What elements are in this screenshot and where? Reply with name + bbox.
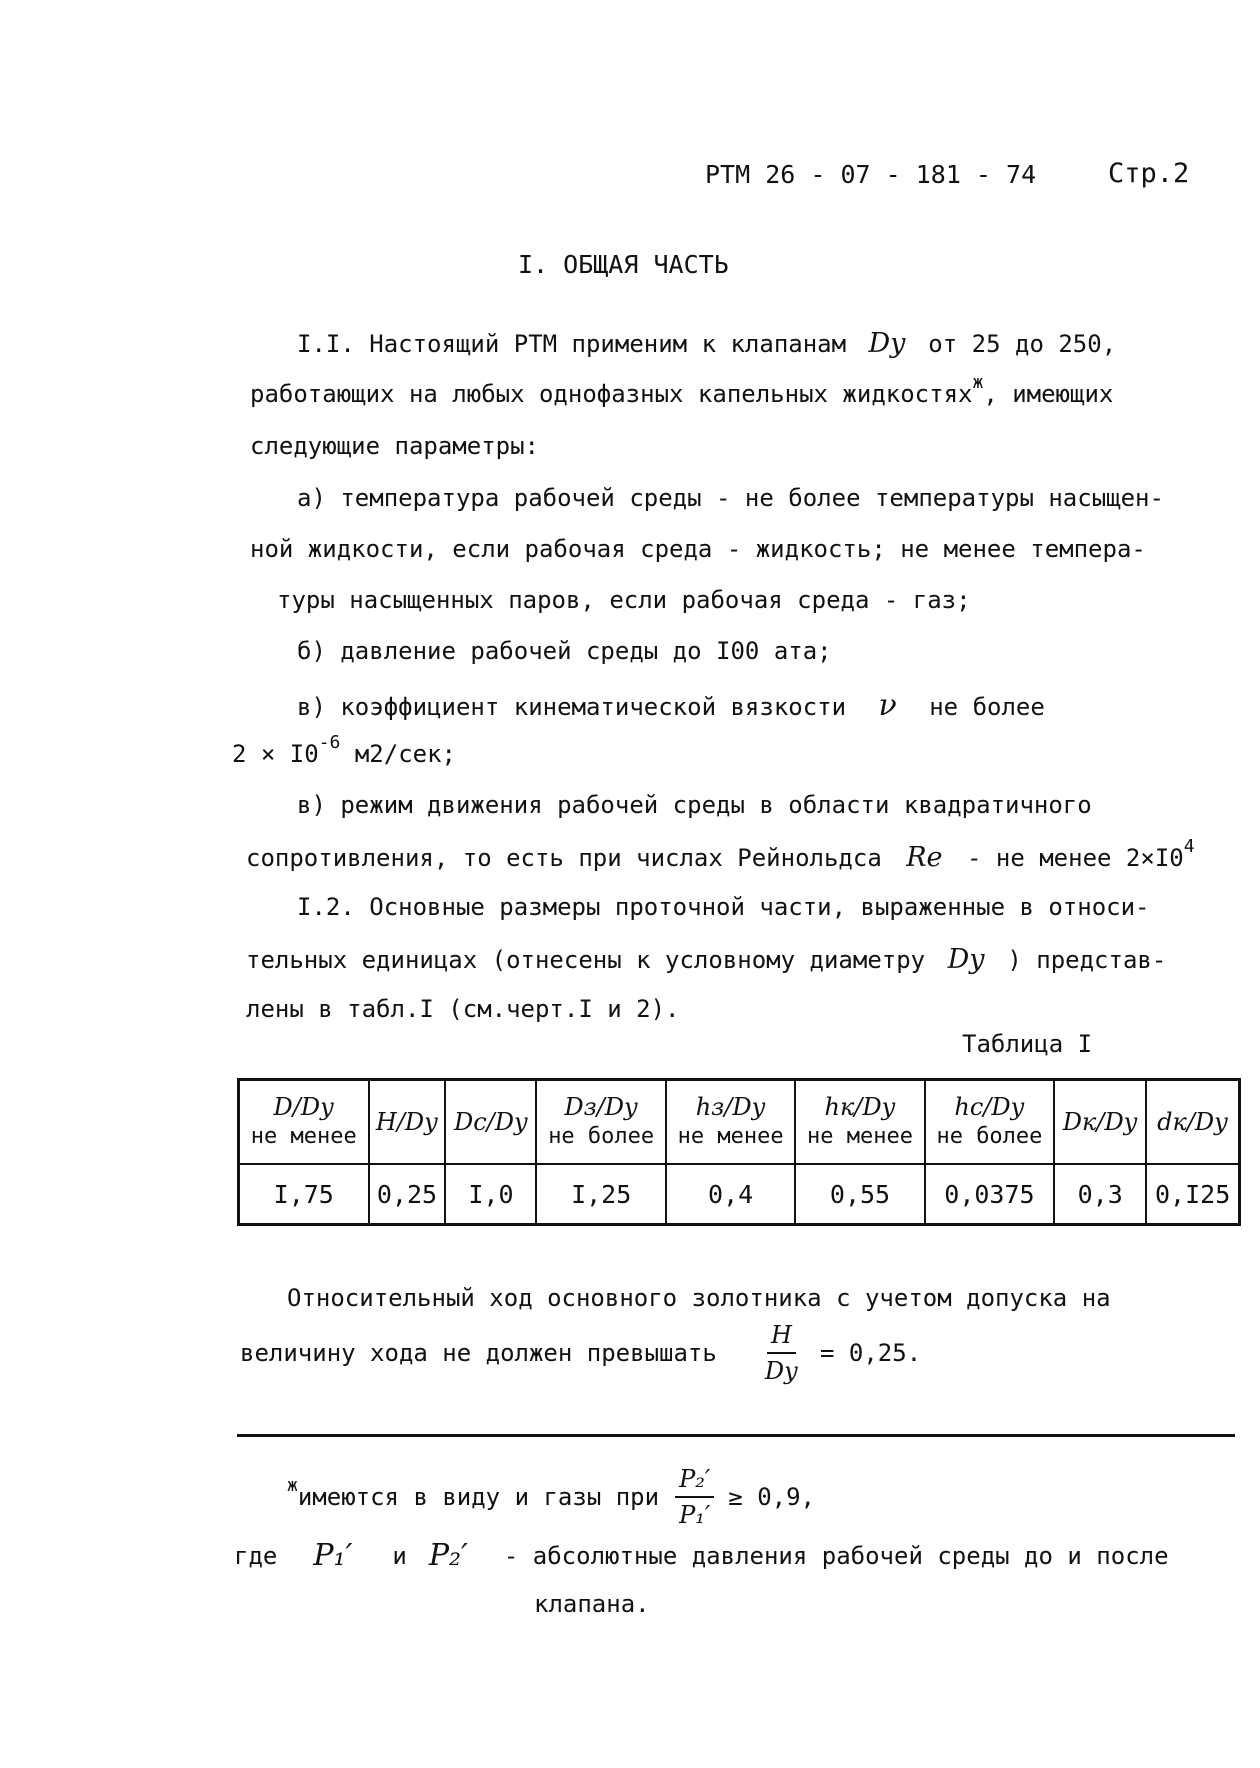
table-cell: I,25 [536, 1164, 665, 1225]
dy-symbol: Dу [947, 944, 985, 975]
table-caption: Таблица I [962, 1030, 1093, 1058]
paragraph-1-2-line-1: I.2. Основные размеры проточной части, выраженные в относи- [297, 893, 1150, 921]
footnote-line-3: клапана. [534, 1590, 650, 1618]
paragraph-1-1-line-1: I.I. Настоящий РТМ применим к клапанам Dу от 25 до 250, [297, 328, 1117, 359]
footnote-line-2: где P₁′ и P₂′ - абсолютные давления рабочей среды до и после [234, 1538, 1169, 1573]
p1-symbol: P₁′ [313, 1538, 353, 1573]
table-cell: 0,4 [666, 1164, 795, 1225]
table-row [239, 1164, 1240, 1225]
table-header-cell: hс/Dу не более [925, 1080, 1054, 1165]
table-cell: I,75 [239, 1164, 369, 1225]
re-symbol: Re [906, 842, 943, 873]
item-v-regime-line-1: в) режим движения рабочей среды в области квадратичного [297, 791, 1092, 819]
section-title: I. ОБЩАЯ ЧАСТЬ [518, 250, 729, 279]
paragraph-1-1-line-2: работающих на любых однофазных капельных жидкостях$^ж$, имеющих [250, 372, 1114, 408]
h-over-dy-fraction: $\frac{H}{Dу}$ [761, 1318, 802, 1388]
footnote-separator [237, 1434, 1235, 1437]
after-table-line-2: величину хода не должен превышать $\frac{H}{Dу}$ = 0,25. [240, 1318, 921, 1388]
nu-symbol: ν [878, 688, 897, 723]
table-cell: I,0 [445, 1164, 536, 1225]
item-a-line-1: а) температура рабочей среды - не более температуры насыщен- [297, 484, 1164, 512]
table-header-cell: D/Dу не менее [239, 1080, 369, 1165]
table-header-cell: Dс/Dу [445, 1080, 536, 1165]
footnote-marker: ж [287, 1474, 298, 1496]
item-v-viscosity-line-2: $2 \times I0^{-6}$ м2/сек; [232, 732, 456, 768]
item-a-line-2: ной жидкости, если рабочая среда - жидкость; не менее темпера- [250, 535, 1146, 563]
table-cell: 0,I25 [1146, 1164, 1239, 1225]
table-header-cell: Dз/Dу не более [536, 1080, 665, 1165]
dimensions-table [237, 1078, 1241, 1226]
item-a-line-3: туры насыщенных паров, если рабочая среда - газ; [277, 586, 971, 614]
table-cell: 0,25 [369, 1164, 446, 1225]
pressure-ratio-fraction: $\frac{\text{P₂′}}{\text{P₁′}}$ [675, 1462, 714, 1532]
table-header-cell: hк/Dу не менее [795, 1080, 924, 1165]
item-b: б) давление рабочей среды до I00 ата; [297, 637, 832, 665]
paragraph-1-2-line-2: тельных единицах (отнесены к условному диаметру Dу ) представ- [246, 944, 1167, 975]
table-cell: 0,55 [795, 1164, 924, 1225]
page-number: Стр.2 [1108, 158, 1190, 189]
table-cell: 0,0375 [925, 1164, 1054, 1225]
document-code: РТМ 26 - 07 - 181 - 74 [705, 160, 1037, 189]
table-header-cell: dк/Dу [1146, 1080, 1239, 1165]
table-header-cell: H/Dу [369, 1080, 446, 1165]
after-table-line-1: Относительный ход основного золотника с учетом допуска на [287, 1284, 1111, 1312]
table-header-cell: Dк/Dу [1054, 1080, 1146, 1165]
table-cell: 0,3 [1054, 1164, 1146, 1225]
table-header-cell: hз/Dу не менее [666, 1080, 795, 1165]
item-v-viscosity-line-1: в) коэффициент кинематической вязкости ν не более [297, 688, 1045, 723]
paragraph-1-1-line-3: следующие параметры: [250, 432, 539, 460]
table-header-row [239, 1080, 1240, 1165]
paragraph-1-2-line-3: лены в табл.I (см.черт.I и 2). [246, 995, 680, 1023]
footnote-line-1: ж имеются в виду и газы при $\frac{\text{P₂′}}{\text{P₁′}}$ ≥ 0,9, [287, 1462, 815, 1532]
footnote-marker: ж [972, 372, 984, 393]
p2-symbol: P₂′ [428, 1538, 468, 1573]
dy-symbol: Dу [868, 328, 906, 359]
item-v-regime-line-2: сопротивления, то есть при числах Рейнольдса Re - не менее $2\times I0^4$ [246, 836, 1195, 873]
